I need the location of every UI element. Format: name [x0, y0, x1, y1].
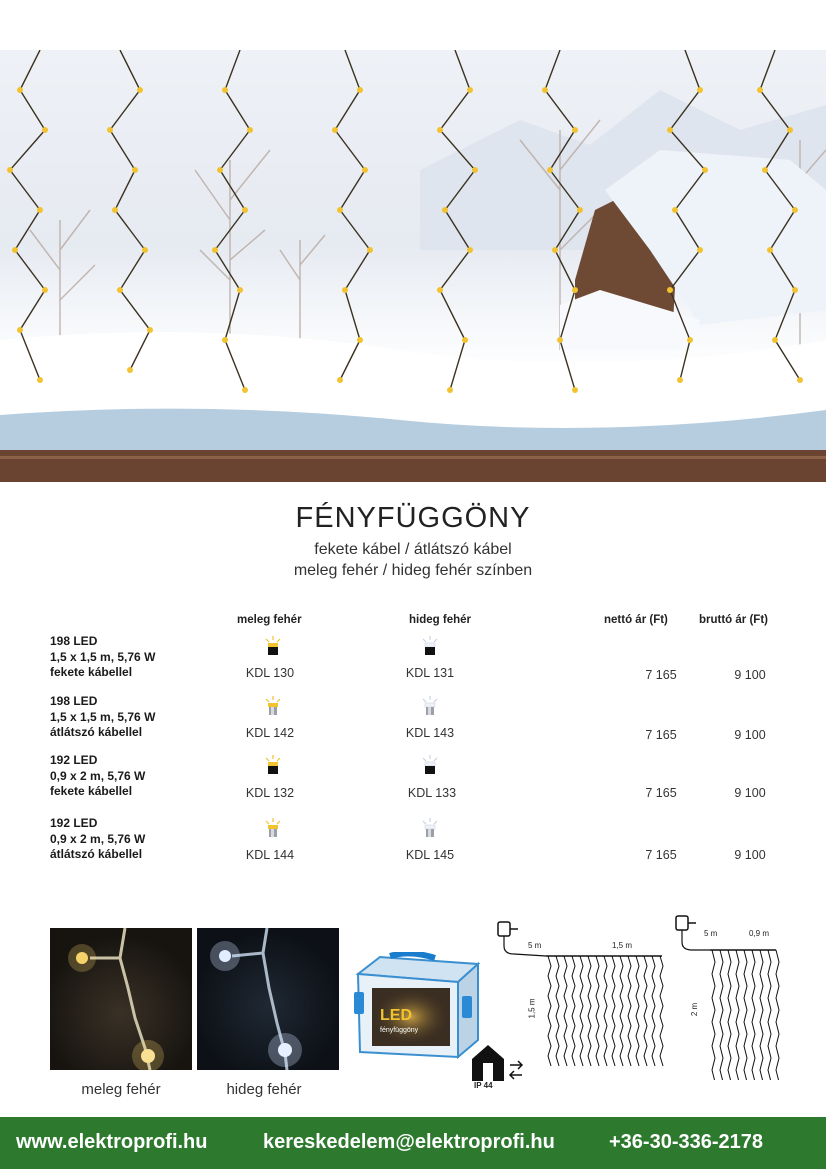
- cold-led-black-cable-icon: [420, 755, 440, 777]
- product-code-cold: KDL 143: [405, 726, 455, 740]
- warm-white-photo: [50, 928, 192, 1070]
- ip-rating-label: IP 44: [474, 1081, 493, 1090]
- product-row: [0, 634, 826, 694]
- size-power: 0,9 x 2 m, 5,76 W: [50, 831, 146, 846]
- price-net: 7 165: [645, 728, 677, 742]
- box-label-led: LED: [380, 1007, 412, 1024]
- product-description: [50, 694, 155, 741]
- warm-led-black-cable-icon: [263, 755, 283, 777]
- cold-led-clear-cable-icon: [420, 696, 440, 718]
- footer-email-link[interactable]: kereskedelem@elektroprofi.hu: [263, 1131, 555, 1153]
- subtitle-cable: fekete kábel / átlátszó kábel: [314, 541, 512, 558]
- page-title: FÉNYFÜGGÖNY: [295, 502, 531, 534]
- product-code-warm: KDL 130: [245, 666, 295, 680]
- curtain-diagram-1: [490, 910, 670, 1080]
- product-code-warm: KDL 144: [245, 848, 295, 862]
- curtain-diagram-2: [668, 910, 788, 1080]
- caption-warm: meleg fehér: [81, 1081, 161, 1098]
- led-count: 192 LED: [50, 753, 98, 767]
- size-power: 0,9 x 2 m, 5,76 W: [50, 768, 146, 783]
- cold-led-clear-cable-icon: [420, 818, 440, 840]
- column-header-cold: hideg fehér: [409, 614, 471, 626]
- price-gross: 9 100: [734, 668, 766, 682]
- hero-photo: [0, 50, 826, 482]
- box-label-name: fényfüggöny: [380, 1027, 419, 1034]
- product-code-cold: KDL 145: [405, 848, 455, 862]
- product-box-image: [350, 952, 480, 1062]
- product-row: [0, 816, 826, 876]
- led-count: 198 LED: [50, 694, 98, 708]
- diagram2-height: 2 m: [690, 1002, 700, 1017]
- column-header-gross: bruttó ár (Ft): [699, 614, 768, 626]
- diagram1-width: 1,5 m: [612, 941, 633, 950]
- diagram2-lead-length: 5 m: [704, 929, 718, 938]
- cold-led-black-cable-icon: [420, 636, 440, 658]
- winter-cabin-illustration: [0, 50, 826, 482]
- diagram2-width: 0,9 m: [749, 929, 770, 938]
- product-code-warm: KDL 142: [245, 726, 295, 740]
- cable-type: fekete kábellel: [50, 784, 133, 798]
- footer-bar: [0, 1117, 826, 1169]
- price-net: 7 165: [645, 668, 677, 682]
- size-power: 1,5 x 1,5 m, 5,76 W: [50, 709, 156, 724]
- led-count: 192 LED: [50, 816, 98, 830]
- price-gross: 9 100: [734, 786, 766, 800]
- warm-led-clear-cable-icon: [263, 818, 283, 840]
- product-row: [0, 694, 826, 754]
- footer-phone-link[interactable]: +36-30-336-2178: [609, 1131, 764, 1153]
- column-header-net: nettó ár (Ft): [604, 614, 668, 626]
- column-header-warm: meleg fehér: [237, 614, 302, 626]
- price-net: 7 165: [645, 848, 677, 862]
- diagram1-lead-length: 5 m: [528, 941, 542, 950]
- price-gross: 9 100: [734, 848, 766, 862]
- price-net: 7 165: [645, 786, 677, 800]
- led-count: 198 LED: [50, 634, 98, 648]
- product-code-cold: KDL 131: [405, 666, 455, 680]
- warm-led-black-cable-icon: [263, 636, 283, 658]
- price-gross: 9 100: [734, 728, 766, 742]
- cable-type: átlátszó kábellel: [50, 725, 143, 739]
- product-code-cold: KDL 133: [407, 786, 457, 800]
- cable-type: fekete kábellel: [50, 665, 133, 679]
- product-code-warm: KDL 132: [245, 786, 295, 800]
- warm-led-clear-cable-icon: [263, 696, 283, 718]
- diagram1-height: 1,5 m: [527, 998, 537, 1019]
- size-power: 1,5 x 1,5 m, 5,76 W: [50, 649, 156, 664]
- product-description: [50, 816, 145, 863]
- footer-website-link[interactable]: www.elektroprofi.hu: [16, 1131, 208, 1153]
- product-row: [0, 753, 826, 813]
- product-description: [50, 753, 145, 800]
- caption-cold: hideg fehér: [226, 1081, 302, 1098]
- cable-type: átlátszó kábellel: [50, 847, 143, 861]
- cold-white-photo: [197, 928, 339, 1070]
- product-description: [50, 634, 155, 681]
- subtitle-color: meleg fehér / hideg fehér színben: [293, 562, 533, 579]
